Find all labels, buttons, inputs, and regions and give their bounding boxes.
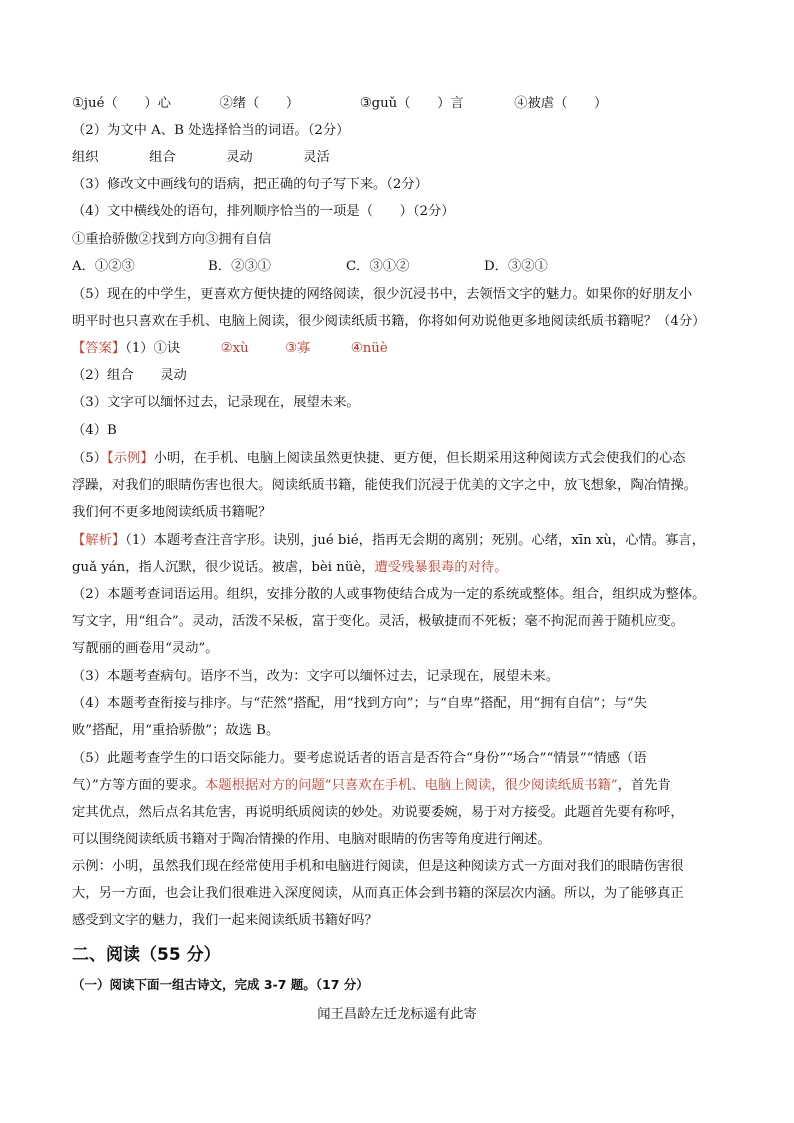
analysis-5-text-2c: ，首先肯 [617, 778, 671, 793]
section-2-title: 二、阅读（55 分） [72, 945, 221, 965]
answer-5-line-2: 浮躁，对我们的眼睛伤害也很大。阅读纸质书籍，能使我们沉浸于优美的文字之中，放飞想象，陶冶情操。 [72, 478, 697, 493]
analysis-5-line-2 [72, 776, 732, 796]
q1-items [72, 94, 732, 114]
q5-prompt-line-2: 明平时也只喜欢在手机、电脑上阅读，很少阅读纸质书籍，你将如何劝说他更多地阅读纸质书籍呢？（4分） [72, 314, 706, 329]
answer-1-item-1: ①诀 [153, 341, 181, 356]
poem-title: 闻王昌龄左迁龙标遥有此寄 [317, 1007, 477, 1022]
q2-options [72, 148, 732, 168]
answer-1-item-4: ④nüè [350, 341, 388, 356]
analysis-5-text-2a: 气）”方等方面的要求。 [72, 778, 206, 793]
analysis-2-line-2: 写文字，用“组合”。灵动，活泼不呆板，富于变化。灵活，极敏捷而不死板；毫不拘泥而善于随机应变。 [72, 614, 684, 629]
answer-1-item-3: ③寡 [285, 341, 311, 356]
q4-choice-b: B．②③① [208, 259, 271, 274]
q1-item-3: ③guǔ（ ）言 [359, 96, 464, 111]
analysis-4-line-2: 败”搭配，用“重拾骄傲”；故选 B。 [72, 723, 280, 738]
answer-1-item-2: ②xù [220, 341, 249, 356]
q2-option-4: 灵活 [303, 150, 330, 165]
analysis-2-line-3: 写靓丽的画卷用“灵动”。 [72, 641, 219, 656]
analysis-label: 【解析】 [72, 533, 126, 548]
q2-option-3: 灵动 [226, 150, 253, 165]
analysis-5-line-1: （5）此题考查学生的口语交际能力。要考虑说话者的语言是否符合“身份”“场合”“情景”“情感（语 [72, 751, 647, 766]
analysis-5-line-3: 定其优点，然后点名其危害，再说明纸质阅读的妙处。劝说要委婉，易于对方接受。此题首先要有称呼， [72, 805, 684, 820]
q5-prompt-line-1: （5）现在的中学生，更喜欢方便快捷的网络阅读，很少沉浸书中，去领悟文字的魅力。如果你的好朋友小 [72, 287, 693, 302]
analysis-5-line-7: 感受到文字的魅力，我们一起来阅读纸质书籍好吗？ [72, 913, 378, 928]
answer-4: （4）B [72, 423, 117, 438]
q2-option-1: 组织 [72, 150, 99, 165]
analysis-1-line-1 [72, 531, 732, 551]
q4-choice-d: D．③②① [484, 259, 548, 274]
answer-5-label: 【示例】 [107, 451, 154, 466]
q4-prompt: （4）文中横线处的语句，排列顺序恰当的一项是（ ）（2分） [72, 204, 455, 219]
q1-item-2: ②绪（ ） [219, 96, 300, 111]
section-2-instruction: （一）阅读下面一组古诗文，完成 3-7 题。（17 分） [72, 977, 369, 992]
answer-3: （3）文字可以缅怀过去，记录现在，展望未来。 [72, 395, 360, 410]
analysis-4-line-1: （4）本题考查衔接与排序。与“茫然”搭配，用“找到方向”；与“自卑”搭配，用“拥有自信”；与“失 [72, 696, 647, 711]
analysis-2-line-1: （2）本题考查词语运用。组织，安排分散的人或事物使结合成为一定的系统或整体。组合，组织成为整体。 [72, 587, 706, 602]
q1-item-1: ①jué（ ）心 [72, 96, 171, 111]
q2-prompt: （2）为文中 A、B 处选择恰当的词语。（2分） [72, 123, 350, 138]
analysis-1-text-2a: guǎ yán，指人沉默，很少说话。被虐，bèi nüè， [72, 560, 375, 575]
q3-prompt: （3）修改文中画线句的语病，把正确的句子写下来。（2分） [72, 177, 428, 192]
answer-line-1 [72, 339, 732, 359]
q4-choices [72, 257, 732, 277]
answer-2: （2）组合 灵动 [72, 368, 187, 383]
answer-5-line-1 [72, 449, 732, 469]
q4-choice-a: A．①②③ [72, 259, 135, 274]
q1-item-4: ④被虐（ ） [514, 96, 608, 111]
analysis-3: （3）本题考查病句。语序不当，改为：文字可以缅怀过去，记录现在，展望未来。 [72, 669, 560, 684]
analysis-1-line-2 [72, 558, 732, 578]
answer-label: 【答案】 [72, 341, 126, 356]
answer-5-text-1: 小明，在手机、电脑上阅读虽然更快捷、更方便，但长期采用这种阅读方式会使我们的心态 [153, 451, 686, 466]
analysis-5-line-4: 可以围绕阅读纸质书籍对于陶冶情操的作用、电脑对眼睛的伤害等角度进行阐述。 [72, 832, 551, 847]
analysis-5-text-2b: 本题根据对方的问题“只喜欢在手机、电脑上阅读，很少阅读纸质书籍” [205, 778, 618, 793]
analysis-5-line-5: 示例：小明，虽然我们现在经常使用手机和电脑进行阅读，但是这种阅读方式一方面对我们的眼睛伤害很 [72, 859, 684, 874]
analysis-5-line-6: 大，另一方面，也会让我们很难进入深度阅读，从而真正体会到书籍的深层次内涵。所以，为了能够真正 [72, 886, 684, 901]
answer-5-prefix: （5） [72, 451, 108, 466]
q4-choice-c: C．③①② [346, 259, 410, 274]
q2-option-2: 组合 [149, 150, 176, 165]
analysis-1-text-2b: 遭受残暴狠毒的对待。 [374, 560, 508, 575]
answer-1-prefix: （1） [125, 341, 154, 356]
analysis-1-text-1: （1）本题考查注音字形。诀别，jué bié，指再无会期的离别；死别。心绪，xīn xù，心情。寡言， [125, 533, 706, 548]
answer-5-line-3: 我们何不更多地阅读纸质书籍呢？ [72, 505, 272, 520]
q4-items: ①重拾骄傲②找到方向③拥有自信 [72, 232, 272, 247]
